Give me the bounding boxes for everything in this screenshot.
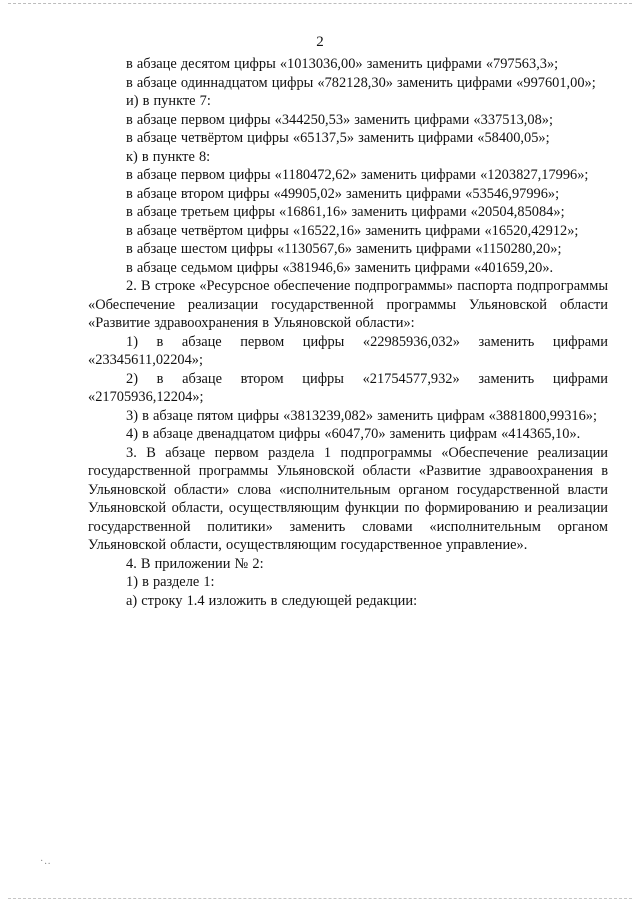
paragraph: а) строку 1.4 изложить в следующей редакции: [126, 592, 418, 609]
document-body [88, 55, 608, 610]
paragraph: и) в пункте 7: [126, 93, 211, 109]
scan-bottom-edge [8, 898, 632, 899]
paragraph: 1) в разделе 1: [126, 574, 215, 590]
paragraph: к) в пункте 8: [126, 148, 211, 165]
paragraph: в абзаце десятом цифры «1013036,00» заменить цифрами «797563,3»; [126, 56, 559, 72]
paragraph: в абзаце шестом цифры «1130567,6» заменить цифрами «1150280,20»; [126, 241, 562, 257]
page-number: 2 [316, 34, 324, 50]
paragraph: в абзаце седьмом цифры «381946,6» заменить цифрами «401659,20». [126, 259, 554, 276]
scan-speck: ·.. [40, 856, 52, 867]
paragraph: 2. В строке «Ресурсное обеспечение подпрограммы» паспорта подпрограммы «Обеспечение реализации государственной программы Ульяновской области «Развитие здравоохранения в Ульяновской области»: [88, 278, 608, 331]
scan-top-edge [8, 3, 632, 4]
paragraph: 2) в абзаце втором цифры «21754577,932» заменить цифрами «21705936,12204»; [88, 370, 608, 405]
paragraph: в абзаце одиннадцатом цифры «782128,30» заменить цифрами «997601,00»; [126, 74, 596, 91]
paragraph: в абзаце первом цифры «1180472,62» заменить цифрами «1203827,17996»; [126, 167, 589, 183]
paragraph: 1) в абзаце первом цифры «22985936,032» заменить цифрами «23345611,02204»; [88, 333, 608, 368]
paragraph: в абзаце втором цифры «49905,02» заменить цифрами «53546,97996»; [126, 185, 560, 202]
paragraph: 3. В абзаце первом раздела 1 подпрограммы «Обеспечение реализации государственной программы Ульяновской области «Развитие здравоохранения в Ульяновской области» слова «исполнительным органом государственной власти Ульяновской области, осуществляющим функции по формированию и реализации государственной политики» заменить словами «исполнительным органом Ульяновской области, осуществляющим государственное управление». [88, 444, 608, 553]
paragraph: в абзаце четвёртом цифры «65137,5» заменить цифрами «58400,05»; [126, 130, 550, 146]
paragraph: в абзаце четвёртом цифры «16522,16» заменить цифрами «16520,42912»; [126, 222, 579, 239]
paragraph: в абзаце третьем цифры «16861,16» заменить цифрами «20504,85084»; [126, 204, 565, 220]
paragraph: 4) в абзаце двенадцатом цифры «6047,70» заменить цифрам «414365,10». [126, 426, 581, 442]
paragraph: 3) в абзаце пятом цифры «3813239,082» заменить цифрам «3881800,99316»; [126, 407, 597, 424]
paragraph: в абзаце первом цифры «344250,53» заменить цифрами «337513,08»; [126, 111, 553, 128]
paragraph: 4. В приложении № 2: [126, 555, 264, 572]
